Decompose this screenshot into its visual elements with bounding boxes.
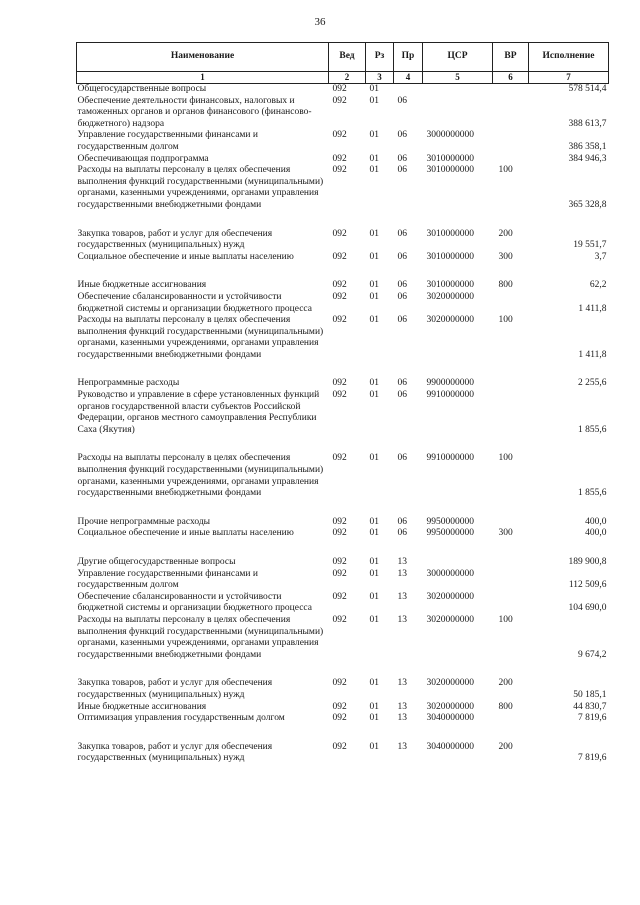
cell-sum: 2 255,6 <box>578 378 607 389</box>
cell-sum: 384 946,3 <box>568 153 607 164</box>
cell-pr: 06 <box>397 251 407 262</box>
header-name: Наименование <box>77 43 329 72</box>
cell-vr: 200 <box>498 228 513 239</box>
cell-sum: 189 900,8 <box>568 557 607 567</box>
cell-csr: 3040000000 <box>426 713 474 724</box>
row-spacer <box>77 725 609 742</box>
column-number: 6 <box>493 72 529 84</box>
table-row <box>77 292 609 315</box>
cell-name: Расходы на выплаты персоналу в целях обеспечения выполнения функций государственными (муниципальными) органами, казенными учреждениями, органами управления государственными внебюджетными фондами <box>77 165 324 210</box>
cell-csr: 3010000000 <box>426 251 474 262</box>
table-row <box>77 615 609 661</box>
cell-ved: 092 <box>332 528 347 539</box>
table-row <box>77 280 609 292</box>
cell-sum: 44 830,7 <box>573 701 607 712</box>
column-number: 2 <box>329 72 366 84</box>
cell-ved: 092 <box>332 153 347 164</box>
cell-csr: 3020000000 <box>426 614 474 625</box>
cell-rz: 01 <box>369 516 379 527</box>
cell-ved: 092 <box>332 678 347 689</box>
cell-rz: 01 <box>369 153 379 164</box>
cell-sum: 7 819,6 <box>578 753 607 764</box>
table-row <box>77 315 609 361</box>
cell-rz: 01 <box>369 291 379 302</box>
cell-ved: 092 <box>332 130 347 141</box>
page-number: 36 <box>314 16 326 28</box>
cell-rz: 01 <box>369 614 379 625</box>
cell-sum: 400,0 <box>585 516 607 527</box>
cell-rz: 01 <box>369 557 379 567</box>
cell-name: Управление государственными финансами и государственным долгом <box>77 130 258 152</box>
cell-pr: 13 <box>397 557 407 567</box>
cell-pr: 06 <box>397 153 407 164</box>
cell-pr: 06 <box>397 291 407 302</box>
cell-ved: 092 <box>332 390 347 401</box>
table-row <box>77 557 609 569</box>
cell-name: Расходы на выплаты персоналу в целях обеспечения выполнения функций государственными (муниципальными) органами, казенными учреждениями, органами управления государственными внебюджетными фондами <box>77 614 324 660</box>
cell-sum: 62,2 <box>589 280 607 291</box>
cell-name: Прочие непрограммные расходы <box>77 516 211 527</box>
cell-ved: 092 <box>332 713 347 724</box>
cell-ved: 092 <box>332 557 347 567</box>
cell-rz: 01 <box>369 251 379 262</box>
row-spacer <box>77 361 609 378</box>
cell-sum: 104 690,0 <box>568 603 607 614</box>
cell-name: Обеспечение сбалансированности и устойчивости бюджетной системы и организации бюджетного процесса <box>77 591 312 614</box>
cell-ved: 092 <box>332 453 347 464</box>
cell-name: Закупка товаров, работ и услуг для обеспечения государственных (муниципальных) нужд <box>77 228 273 251</box>
cell-sum: 50 185,1 <box>573 689 607 700</box>
column-number: 5 <box>423 72 493 84</box>
cell-rz: 01 <box>369 228 379 239</box>
cell-vr <box>493 592 529 615</box>
cell-rz: 01 <box>369 378 379 389</box>
table-row <box>77 569 609 592</box>
cell-csr: 3000000000 <box>426 130 474 141</box>
cell-rz: 01 <box>369 390 379 401</box>
header-rz: Рз <box>366 43 394 72</box>
cell-vr <box>493 292 529 315</box>
cell-name: Расходы на выплаты персоналу в целях обеспечения выполнения функций государственными (муниципальными) органами, казенными учреждениями, органами управления государственными внебюджетными фондами <box>77 315 324 360</box>
cell-csr: 9900000000 <box>426 378 474 389</box>
cell-pr: 06 <box>397 165 407 176</box>
table-row <box>77 453 609 499</box>
cell-vr: 800 <box>498 280 513 291</box>
cell-sum: 1 411,8 <box>578 303 607 314</box>
cell-vr <box>493 557 529 569</box>
cell-ved: 092 <box>332 291 347 302</box>
row-spacer <box>77 540 609 557</box>
cell-ved: 092 <box>332 701 347 712</box>
row-spacer <box>77 212 609 229</box>
cell-ved: 092 <box>332 251 347 262</box>
cell-pr: 06 <box>397 130 407 141</box>
cell-name: Обеспечение деятельности финансовых, налоговых и таможенных органов и органов финансового (финансово-бюджетного) надзора <box>77 95 312 129</box>
spacer-cell <box>77 361 609 378</box>
table-header-row <box>77 43 609 72</box>
cell-csr: 9950000000 <box>426 528 474 539</box>
cell-sum: 388 613,7 <box>568 118 607 129</box>
column-number: 3 <box>366 72 394 84</box>
cell-name: Закупка товаров, работ и услуг для обеспечения государственных (муниципальных) нужд <box>77 741 273 764</box>
cell-vr <box>493 378 529 390</box>
cell-rz: 01 <box>369 568 379 579</box>
table-row <box>77 390 609 436</box>
spacer-cell <box>77 212 609 229</box>
spacer-cell <box>77 263 609 280</box>
header-csr: ЦСР <box>423 43 493 72</box>
cell-ved: 092 <box>332 568 347 579</box>
column-number: 7 <box>529 72 609 84</box>
spacer-cell <box>77 540 609 557</box>
cell-vr <box>493 130 529 153</box>
column-number: 4 <box>394 72 423 84</box>
cell-rz: 01 <box>369 280 379 291</box>
cell-ved: 092 <box>332 516 347 527</box>
cell-ved: 092 <box>332 95 347 106</box>
header-ved: Вед <box>329 43 366 72</box>
cell-ved: 092 <box>332 315 347 326</box>
cell-sum: 1 855,6 <box>578 488 607 499</box>
cell-csr: 3010000000 <box>426 165 474 176</box>
cell-pr: 06 <box>397 516 407 527</box>
cell-name: Социальное обеспечение и иные выплаты населению <box>77 528 294 539</box>
table-row <box>77 713 609 725</box>
cell-ved: 092 <box>332 741 347 752</box>
cell-name: Непрограммные расходы <box>77 378 180 389</box>
cell-vr <box>493 713 529 725</box>
spacer-cell <box>77 436 609 453</box>
table-row <box>77 229 609 252</box>
cell-name: Обеспечивающая подпрограмма <box>77 153 209 164</box>
spacer-cell <box>77 661 609 678</box>
table-row <box>77 742 609 765</box>
cell-rz: 01 <box>369 713 379 724</box>
cell-vr <box>493 84 529 96</box>
cell-name: Руководство и управление в сфере установленных функций органов государственной власти субъектов Российской Федерации, органов местного самоуправления Республики Саха (Якутия) <box>77 390 320 435</box>
cell-csr: 3020000000 <box>426 315 474 326</box>
cell-pr: 13 <box>397 678 407 689</box>
cell-pr: 13 <box>397 741 407 752</box>
cell-sum: 365 328,8 <box>568 199 607 210</box>
cell-sum: 1 855,6 <box>578 424 607 435</box>
cell-pr: 13 <box>397 701 407 712</box>
cell-name: Социальное обеспечение и иные выплаты населению <box>77 251 294 262</box>
cell-pr: 06 <box>397 228 407 239</box>
cell-vr: 300 <box>498 251 513 262</box>
row-spacer <box>77 263 609 280</box>
cell-rz: 01 <box>369 528 379 539</box>
cell-rz: 01 <box>369 591 379 602</box>
cell-csr: 3020000000 <box>426 291 474 302</box>
cell-vr: 100 <box>498 453 513 464</box>
column-number-row <box>77 72 609 84</box>
table-row <box>77 154 609 166</box>
column-number: 1 <box>77 72 329 84</box>
cell-vr <box>493 390 529 436</box>
spacer-cell <box>77 725 609 742</box>
cell-ved: 092 <box>332 280 347 291</box>
table-row <box>77 702 609 714</box>
table-row <box>77 130 609 153</box>
table-row <box>77 592 609 615</box>
cell-csr: 3020000000 <box>426 678 474 689</box>
table-row <box>77 517 609 529</box>
cell-pr: 06 <box>397 390 407 401</box>
cell-sum: 400,0 <box>585 528 607 539</box>
cell-csr <box>423 557 493 569</box>
header-pr: Пр <box>394 43 423 72</box>
cell-csr <box>423 84 493 96</box>
cell-name: Иные бюджетные ассигнования <box>77 280 207 291</box>
cell-vr: 100 <box>498 614 513 625</box>
table-row <box>77 165 609 211</box>
cell-ved: 092 <box>332 84 347 94</box>
cell-ved: 092 <box>332 591 347 602</box>
cell-ved: 092 <box>332 614 347 625</box>
cell-vr: 100 <box>498 315 513 326</box>
cell-rz: 01 <box>369 84 379 94</box>
cell-csr: 3040000000 <box>426 741 474 752</box>
cell-csr: 3020000000 <box>426 591 474 602</box>
cell-name: Другие общегосударственные вопросы <box>77 557 236 567</box>
cell-sum: 578 514,4 <box>568 84 607 94</box>
spacer-cell <box>77 500 609 517</box>
cell-sum: 386 358,1 <box>568 141 607 152</box>
cell-pr: 06 <box>397 280 407 291</box>
cell-rz: 01 <box>369 130 379 141</box>
row-spacer <box>77 500 609 517</box>
cell-pr: 06 <box>397 528 407 539</box>
table-row <box>77 252 609 264</box>
cell-vr <box>493 154 529 166</box>
cell-csr: 9910000000 <box>426 390 474 401</box>
cell-sum: 7 819,6 <box>578 713 607 724</box>
cell-rz: 01 <box>369 95 379 106</box>
budget-execution-table <box>76 42 609 765</box>
cell-csr: 3010000000 <box>426 228 474 239</box>
cell-csr: 9950000000 <box>426 516 474 527</box>
cell-vr: 800 <box>498 701 513 712</box>
cell-pr <box>394 84 423 96</box>
table-row <box>77 378 609 390</box>
cell-csr: 9910000000 <box>426 453 474 464</box>
cell-vr: 100 <box>498 165 513 176</box>
cell-csr: 3010000000 <box>426 153 474 164</box>
table-row <box>77 96 609 131</box>
cell-pr: 06 <box>397 95 407 106</box>
cell-vr: 300 <box>498 528 513 539</box>
cell-name: Общегосударственные вопросы <box>77 84 207 94</box>
cell-sum: 9 674,2 <box>578 649 607 660</box>
cell-sum: 3,7 <box>594 251 607 262</box>
table-row <box>77 84 609 96</box>
cell-ved: 092 <box>332 228 347 239</box>
cell-pr: 13 <box>397 591 407 602</box>
cell-name: Закупка товаров, работ и услуг для обеспечения государственных (муниципальных) нужд <box>77 678 273 700</box>
cell-rz: 01 <box>369 453 379 464</box>
cell-csr: 3020000000 <box>426 701 474 712</box>
cell-rz: 01 <box>369 701 379 712</box>
cell-vr: 200 <box>498 741 513 752</box>
cell-pr: 06 <box>397 315 407 326</box>
cell-name: Оптимизация управления государственным долгом <box>77 713 285 724</box>
cell-pr: 13 <box>397 614 407 625</box>
cell-name: Иные бюджетные ассигнования <box>77 701 207 712</box>
row-spacer <box>77 661 609 678</box>
cell-rz: 01 <box>369 165 379 176</box>
cell-csr <box>423 96 493 131</box>
cell-vr: 200 <box>498 678 513 689</box>
header-sum: Исполнение <box>529 43 609 72</box>
cell-csr: 3000000000 <box>426 568 474 579</box>
cell-pr: 06 <box>397 453 407 464</box>
cell-name: Расходы на выплаты персоналу в целях обеспечения выполнения функций государственными (муниципальными) органами, казенными учреждениями, органами управления государственными внебюджетными фондами <box>77 453 324 499</box>
table-row <box>77 678 609 701</box>
table-body <box>77 84 609 765</box>
cell-ved: 092 <box>332 378 347 389</box>
cell-pr: 13 <box>397 568 407 579</box>
cell-name: Управление государственными финансами и государственным долгом <box>77 568 258 591</box>
cell-vr <box>493 96 529 131</box>
cell-pr: 13 <box>397 713 407 724</box>
header-vr: ВР <box>493 43 529 72</box>
table-row <box>77 528 609 540</box>
cell-sum: 112 509,6 <box>568 580 607 591</box>
cell-rz: 01 <box>369 678 379 689</box>
cell-sum: 1 411,8 <box>578 349 607 360</box>
cell-rz: 01 <box>369 741 379 752</box>
cell-name: Обеспечение сбалансированности и устойчивости бюджетной системы и организации бюджетного процесса <box>77 291 312 314</box>
cell-pr: 06 <box>397 378 407 389</box>
cell-vr <box>493 569 529 592</box>
cell-rz: 01 <box>369 315 379 326</box>
cell-ved: 092 <box>332 165 347 176</box>
cell-csr: 3010000000 <box>426 280 474 291</box>
cell-sum: 19 551,7 <box>573 240 607 251</box>
cell-vr <box>493 517 529 529</box>
row-spacer <box>77 436 609 453</box>
